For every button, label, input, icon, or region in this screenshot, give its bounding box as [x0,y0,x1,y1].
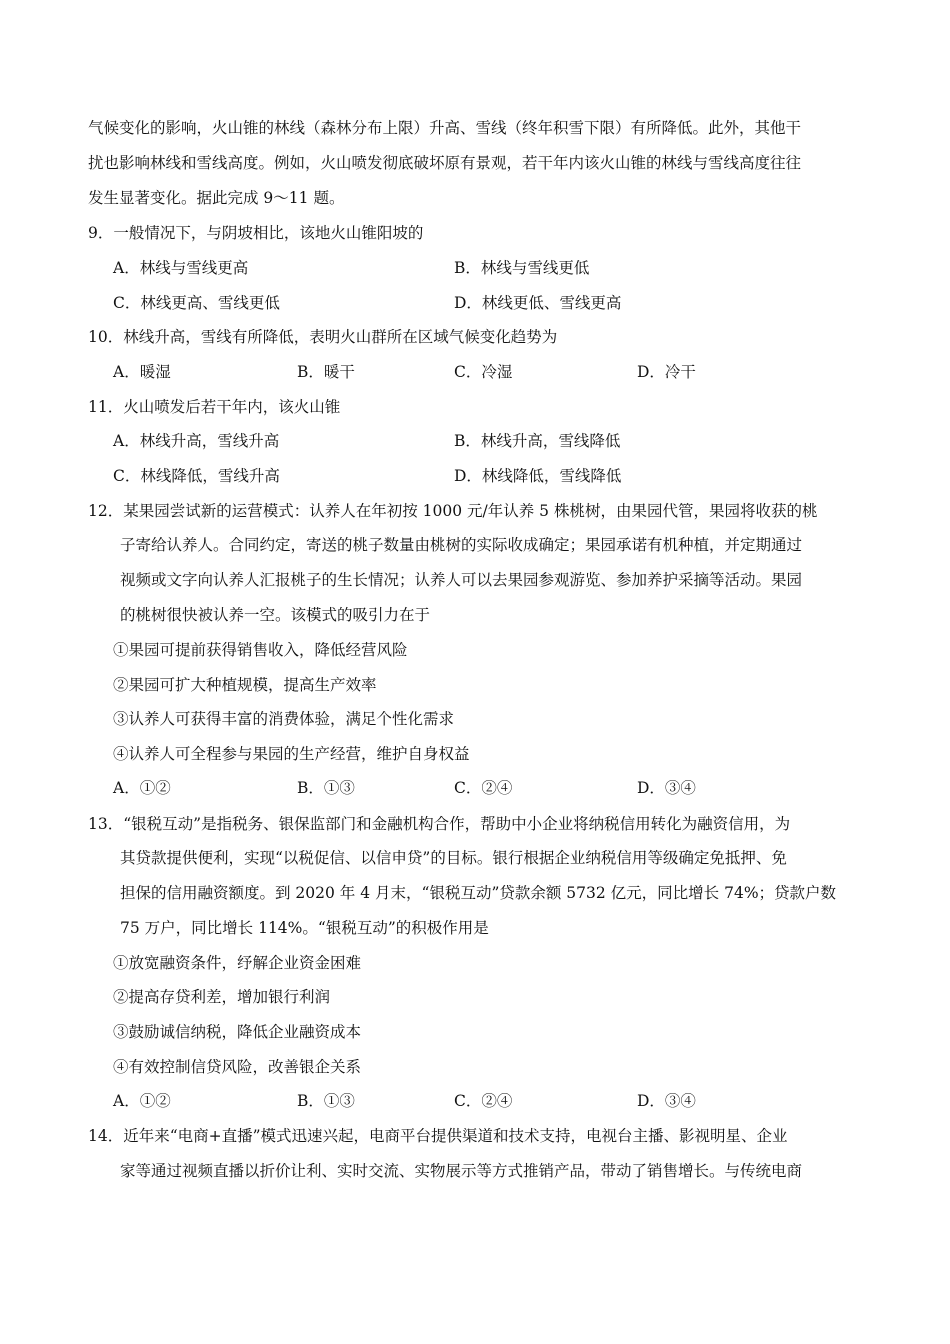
question-stem-line: 13．“银税互动”是指税务、银保监部门和金融机构合作，帮助中小企业将纳税信用转化为融资信用，为 [88,815,791,833]
question-stem-line: 子寄给认养人。合同约定，寄送的桃子数量由桃树的实际收成确定；果园承诺有机种植，并定期通过 [120,536,803,554]
intro-line: 气候变化的影响，火山锥的林线（森林分布上限）升高、雪线（终年积雪下限）有所降低。此外，其他干 [88,119,802,137]
option-c: C．林线更高、雪线更低 [113,294,280,312]
option-b: B．①③ [297,1092,355,1110]
option-d: D．③④ [637,779,696,797]
question-stem-line: 担保的信用融资额度。到 2020 年 4 月末，“银税互动”贷款余额 5732 亿元，同比增长 74%；贷款户数 [120,884,837,902]
statement-item: ②提高存贷利差，增加银行利润 [113,988,331,1006]
option-a: A．林线与雪线更高 [113,259,249,277]
question-stem-line: 12．某果园尝试新的运营模式：认养人在年初按 1000 元/年认养 5 株桃树，由果园代管，果园将收获的桃 [88,502,818,520]
statement-item: ④有效控制信贷风险，改善银企关系 [113,1058,362,1076]
statement-item: ①放宽融资条件，纾解企业资金困难 [113,954,362,972]
option-b: B．林线升高，雪线降低 [454,432,621,450]
option-d: D．③④ [637,1092,696,1110]
statement-item: ③鼓励诚信纳税，降低企业融资成本 [113,1023,362,1041]
option-b: B．林线与雪线更低 [454,259,590,277]
intro-line: 发生显著变化。据此完成 9～11 题。 [88,189,345,207]
option-d: D．冷干 [637,363,696,381]
statement-item: ②果园可扩大种植规模，提高生产效率 [113,676,377,694]
option-a: A．暖湿 [113,363,171,381]
option-b: B．①③ [297,779,355,797]
option-a: A．①② [113,1092,171,1110]
statement-item: ①果园可提前获得销售收入，降低经营风险 [113,641,408,659]
option-d: D．林线降低，雪线降低 [454,467,622,485]
option-a: A．林线升高，雪线升高 [113,432,280,450]
statement-item: ③认养人可获得丰富的消费体验，满足个性化需求 [113,710,455,728]
intro-line: 扰也影响林线和雪线高度。例如，火山喷发彻底破坏原有景观，若干年内该火山锥的林线与雪线高度往往 [88,154,802,172]
question-stem-line: 14．近年来“电商+直播”模式迅速兴起，电商平台提供渠道和技术支持，电视台主播、影视明星、企业 [88,1127,788,1145]
statement-item: ④认养人可全程参与果园的生产经营，维护自身权益 [113,745,470,763]
option-d: D．林线更低、雪线更高 [454,294,622,312]
option-a: A．①② [113,779,171,797]
option-c: C．林线降低，雪线升高 [113,467,280,485]
question-stem: 11．火山喷发后若干年内，该火山锥 [88,398,341,416]
option-c: C．冷湿 [454,363,513,381]
question-stem: 9．一般情况下，与阴坡相比，该地火山锥阳坡的 [88,224,424,242]
question-stem-line: 的桃树很快被认养一空。该模式的吸引力在于 [120,606,431,624]
question-stem-line: 视频或文字向认养人汇报桃子的生长情况；认养人可以去果园参观游览、参加养护采摘等活动。果园 [120,571,803,589]
option-c: C．②④ [454,1092,513,1110]
question-stem: 10．林线升高，雪线有所降低，表明火山群所在区域气候变化趋势为 [88,328,558,346]
option-b: B．暖干 [297,363,355,381]
question-stem-line: 其贷款提供便利，实现“以税促信、以信申贷”的目标。银行根据企业纳税信用等级确定免抵押、免 [120,849,787,867]
option-c: C．②④ [454,779,513,797]
question-stem-line: 75 万户，同比增长 114%。“银税互动”的积极作用是 [120,919,489,937]
question-stem-line: 家等通过视频直播以折价让利、实时交流、实物展示等方式推销产品，带动了销售增长。与传统电商 [120,1162,803,1180]
